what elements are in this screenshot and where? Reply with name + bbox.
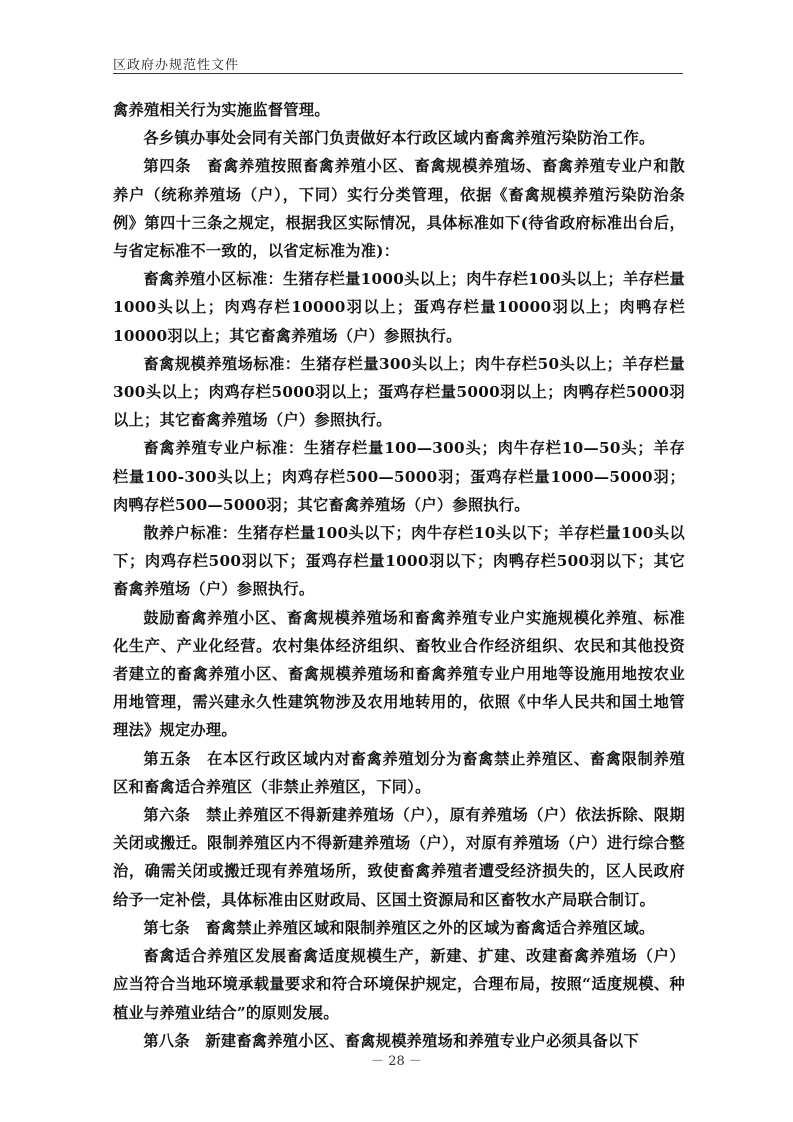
paragraph [113,434,685,519]
document-body [113,96,685,1055]
paragraph [113,942,685,1027]
paragraph-text: 畜禽禁止养殖区域和限制养殖区之外的区域为畜禽适合养殖区域。 [189,918,655,937]
paragraph [113,96,685,124]
paragraph [113,265,685,350]
paragraph-text: 禁止养殖区不得新建养殖场（户），原有养殖场（户）依法拆除、限期关闭或搬迁。限制养殖区内不得新建养殖场（户），对原有养殖场（户）进行综合整治，确需关闭或搬迁现有养殖场所，致使畜禽养殖者遭受经济损失的，区人民政府给予一定补偿，具体标准由区财政局、区国土资源局和区畜牧水产局联合制订。 [113,806,685,909]
paragraph-text: 散养户标准：生猪存栏量100头以下；肉牛存栏10头以下；羊存栏量100头以下；肉鸡存栏500羽以下；蛋鸡存栏量1000羽以下；肉鸭存栏500羽以下；其它畜禽养殖场（户）参照执行。 [113,524,685,599]
paragraph-text: 畜禽适合养殖区发展畜禽适度规模生产，新建、扩建、改建畜禽养殖场（户）应当符合当地环境承载量要求和符合环境保护规定，合理布局，按照“适度规模、种植业与养殖业结合”的原则发展。 [113,947,685,1022]
paragraph-text: 畜禽规模养殖场标准：生猪存栏量300头以上；肉牛存栏50头以上；羊存栏量300头以上；肉鸡存栏5000羽以上；蛋鸡存栏量5000羽以上；肉鸭存栏5000羽以上；其它畜禽养殖场（户）参照执行。 [113,354,685,430]
paragraph [113,801,685,914]
paragraph [113,604,685,745]
paragraph [113,914,685,942]
document-header: 区政府办规范性文件 [113,58,240,73]
paragraph-text: 畜禽养殖专业户标准：生猪存栏量100—300头；肉牛存栏10—50头；羊存栏量100-300头以上；肉鸡存栏500—5000羽；蛋鸡存栏量1000—5000羽；肉鸭存栏500—5000羽；其它畜禽养殖场（户）参照执行。 [113,439,685,514]
article-number: 第六条 [143,806,191,825]
paragraph [113,350,685,435]
paragraph [113,124,685,152]
paragraph-text: 新建畜禽养殖小区、畜禽规模养殖场和养殖专业户必须具备以下 [189,1031,639,1050]
paragraph-text: 畜禽养殖按照畜禽养殖小区、畜禽规模养殖场、畜禽养殖专业户和散养户（统称养殖场（户），下同）实行分类管理，依据《畜禽规模养殖污染防治条例》第四十三条之规定，根据我区实际情况，具体标准如下(待省政府标准出台后，与省定标准不一致的，以省定标准为准)： [113,157,685,261]
paragraph-text: 各乡镇办事处会同有关部门负责做好本行政区域内畜禽养殖污染防治工作。 [143,129,655,148]
header-rule [113,73,683,74]
article-number: 第五条 [143,749,192,768]
paragraph-text: 畜禽养殖小区标准：生猪存栏量1000头以上；肉牛存栏100头以上；羊存栏量1000头以上；肉鸡存栏10000羽以上；蛋鸡存栏量10000羽以上；肉鸭存栏10000羽以上；其它畜禽养殖场（户）参照执行。 [113,270,685,345]
article-number: 第八条 [143,1031,190,1050]
paragraph-text: 禽养殖相关行为实施监督管理。 [113,101,330,119]
page-number: － 28 － [371,1054,422,1069]
paragraph-text: 鼓励畜禽养殖小区、畜禽规模养殖场和畜禽养殖专业户实施规模化养殖、标准化生产、产业化经营。农村集体经济组织、畜牧业合作经济组织、农民和其他投资者建立的畜禽养殖小区、畜禽规模养殖场和畜禽养殖专业户用地等设施用地按农业用地管理，需兴建永久性建筑物涉及农用地转用的，依照《中华人民共和国土地管理法》规定办理。 [113,608,685,740]
article-number: 第四条 [143,157,192,176]
paragraph [113,745,685,801]
article-number: 第七条 [143,918,190,937]
paragraph-text: 在本区行政区域内对畜禽养殖划分为畜禽禁止养殖区、畜禽限制养殖区和畜禽适合养殖区（非禁止养殖区，下同）。 [113,749,685,796]
paragraph [113,152,685,265]
paragraph [113,519,685,604]
